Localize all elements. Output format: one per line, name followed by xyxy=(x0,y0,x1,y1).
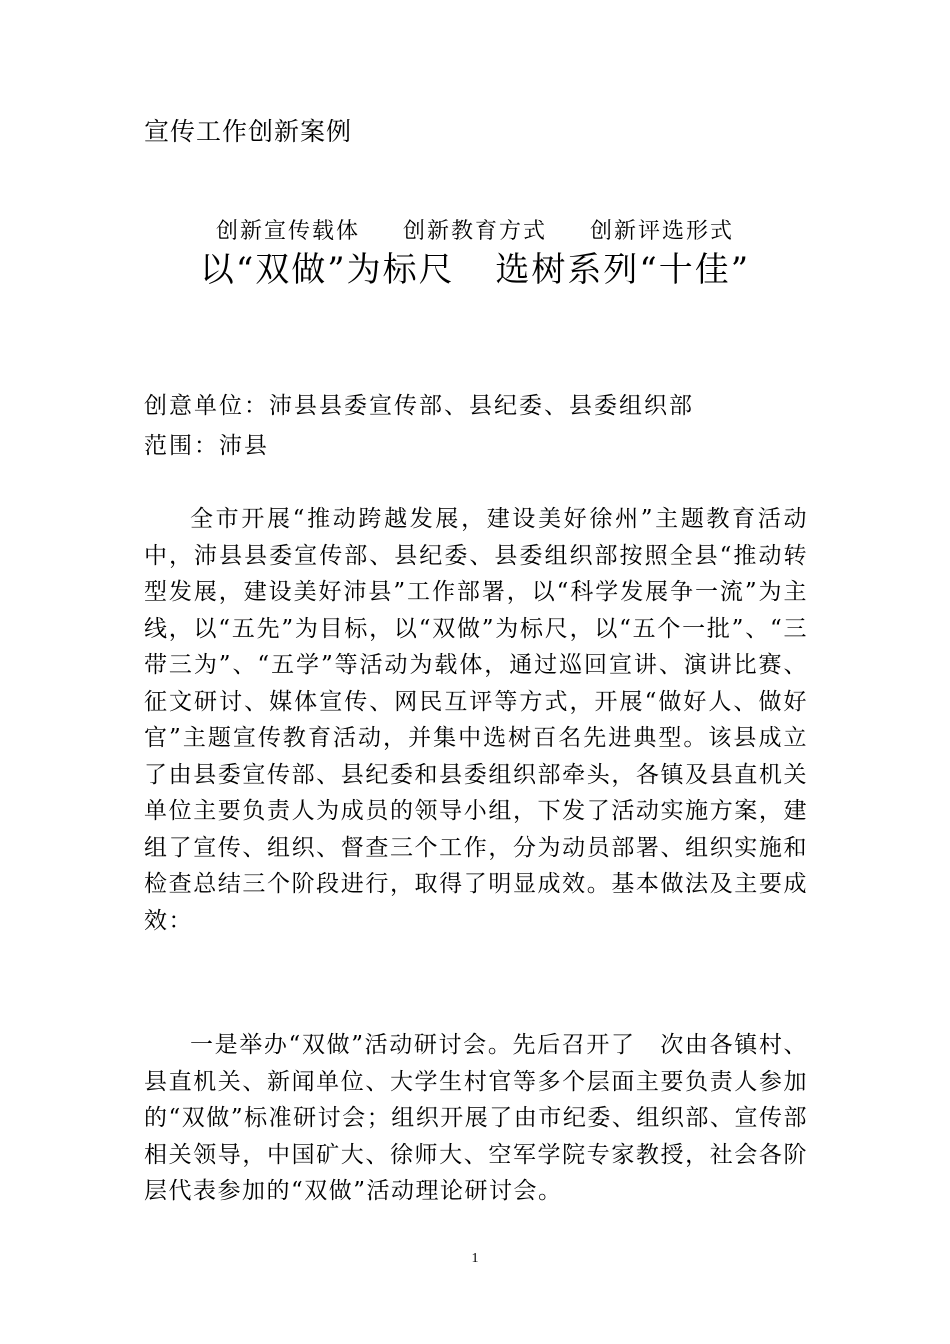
subtitle-part-1: 创新宣传载体 xyxy=(215,219,360,244)
body-paragraph-1: 全市开展“推动跨越发展，建设美好徐州”主题教育活动中，沛县县委宣传部、县纪委、县委组织部按照全县“推动转型发展，建设美好沛县”工作部署，以“科学发展争一流”为主线，以“五先”为目标，以“双做”为标尺，以“五个一批”、“三带三为”、“五学”等活动为载体，通过巡回宣讲、演讲比赛、征文研讨、媒体宣传、网民互评等方式，开展“做好人、做好官”主题宣传教育活动，并集中选树百名先进典型。该县成立了由县委宣传部、县纪委和县委组织部牵头，各镇及县直机关单位主要负责人为成员的领导小组，下发了活动实施方案，建组了宣传、组织、督查三个工作，分为动员部署、组织实施和检查总结三个阶段进行，取得了明显成效。基本做法及主要成效： xyxy=(144,506,808,934)
document-title xyxy=(0,248,950,292)
subtitle-part-3: 创新评选形式 xyxy=(590,219,735,244)
title-part-1: 以“双做”为标尺 xyxy=(199,250,455,290)
subtitle-part-2: 创新教育方式 xyxy=(402,219,547,244)
title-part-2: 选树系列“十佳” xyxy=(495,250,751,290)
body-paragraph-2: 一是举办“双做”活动研讨会。先后召开了 次由各镇村、县直机关、新闻单位、大学生村官等多个层面主要负责人参加的“双做”标准研讨会；组织开展了由市纪委、组织部、宣传部相关领导，中国矿大、徐师大、空军学院专家教授，社会各阶层代表参加的“双做”活动理论研讨会。 xyxy=(144,1032,808,1204)
page-number: 1 xyxy=(471,1251,479,1266)
document-subtitle xyxy=(0,217,950,247)
creative-unit: 创意单位：沛县县委宣传部、县纪委、县委组织部 xyxy=(144,393,694,419)
scope: 范围：沛县 xyxy=(144,433,269,459)
category-heading: 宣传工作创新案例 xyxy=(144,117,353,146)
